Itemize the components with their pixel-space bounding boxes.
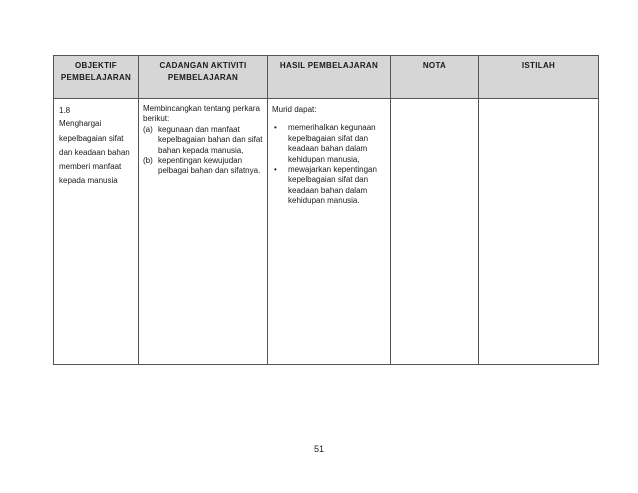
header-objektif: OBJEKTIF PEMBELAJARAN: [54, 56, 139, 99]
activity-item-marker: (b): [143, 156, 153, 166]
header-cadangan-aktiviti: CADANGAN AKTIVITI PEMBELAJARAN: [139, 56, 268, 99]
bullet-icon: •: [274, 165, 277, 175]
header-istilah: ISTILAH: [479, 56, 599, 99]
activity-cell: [139, 99, 268, 365]
outcome-list: [272, 123, 387, 206]
outcome-item-text: mewajarkan kepentingan kepelbagaian sifat dan keadaan bahan dalam kehidupan manusia.: [288, 165, 377, 206]
outcome-item-text: memerihalkan kegunaan kepelbagaian sifat dan keadaan bahan dalam kehidupan manusia,: [288, 123, 376, 164]
activity-item: [143, 156, 264, 177]
table-row: [54, 99, 599, 365]
curriculum-table: [53, 55, 599, 365]
page-number: 51: [313, 444, 324, 454]
outcome-intro: Murid dapat:: [272, 105, 317, 114]
bullet-icon: •: [274, 123, 277, 133]
activity-item: [143, 125, 264, 156]
activity-item-text: kepentingan kewujudan pelbagai bahan dan sifatnya.: [158, 156, 261, 176]
list-item: [272, 123, 387, 165]
activity-item-marker: (a): [143, 124, 153, 134]
header-nota: NOTA: [391, 56, 479, 99]
activity-intro: Membincangkan tentang perkara berikut:: [143, 104, 260, 124]
istilah-cell: [479, 99, 599, 365]
objective-text: Menghargai kepelbagaian sifat dan keadaan bahan memberi manfaat kepada manusia: [59, 119, 130, 186]
nota-cell: [391, 99, 479, 365]
header-row: [54, 56, 599, 99]
objective-cell: [54, 99, 139, 365]
list-item: [272, 165, 387, 207]
outcome-cell: [268, 99, 391, 365]
objective-code: 1.8: [59, 106, 71, 115]
activity-item-text: kegunaan dan manfaat kepelbagaian bahan dan sifat bahan kepada manusia,: [158, 124, 263, 155]
header-hasil-pembelajaran: HASIL PEMBELAJARAN: [268, 56, 391, 99]
